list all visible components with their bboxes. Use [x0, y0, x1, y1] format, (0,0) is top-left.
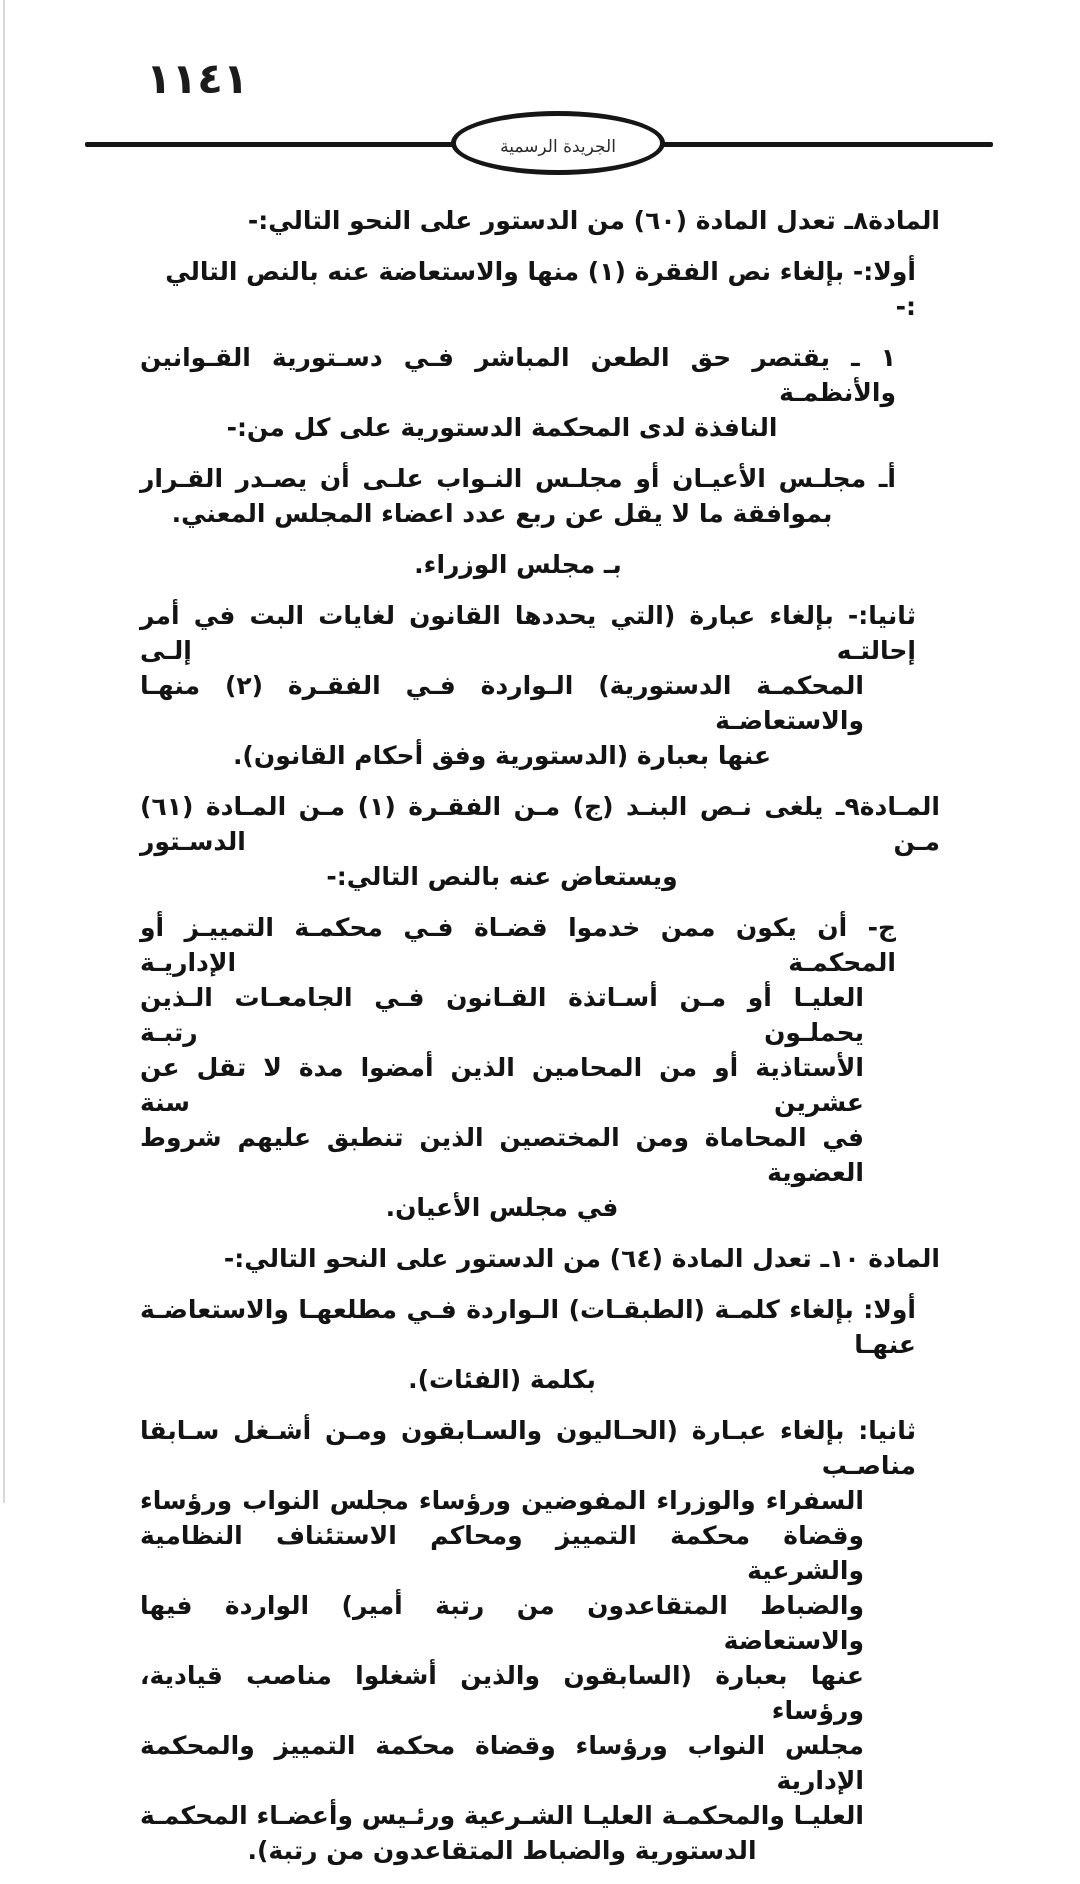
paragraph-item-jeem [140, 910, 896, 1225]
text-line: ١ ـ يقتصر حق الطعن المباشر فـي دسـتورية القـوانين والأنظمـة [140, 343, 896, 407]
text-line: وقضاة محكمة التمييز ومحاكم الاستئناف النظامية والشرعية [140, 1521, 864, 1585]
text-line: والضباط المتقاعدون من رتبة أمير) الواردة فيها والاستعاضة [140, 1591, 864, 1655]
text-line: الأستاذية أو من المحامين الذين أمضوا مدة لا تقل عن عشرين سنة [140, 1053, 864, 1117]
paragraph-item-ba [140, 547, 896, 582]
paragraph-article-8-first [140, 254, 916, 324]
paragraph-clause-1 [140, 340, 896, 445]
text-line: بـ مجلس الوزراء. [414, 550, 622, 579]
paragraph-article-8-second [140, 598, 916, 773]
paragraph-article-10 [140, 1241, 940, 1276]
paragraph-article-8 [140, 203, 940, 238]
paragraph-article-10-second [140, 1413, 916, 1868]
paragraph-item-alef [140, 461, 896, 531]
text-line: عنها بعبارة (السابقون والذين أشغلوا مناصب قيادية، ورؤساء [140, 1661, 864, 1725]
paragraph-article-10-first [140, 1292, 916, 1397]
text-line: المحكمـة الدستورية) الـواردة فـي الفقـرة (٢) منهـا والاستعاضـة [140, 671, 864, 735]
text-line: ج- أن يكون ممن خدموا قضـاة فـي محكمـة التمييـز أو المحكمـة الإداريـة [140, 913, 896, 977]
text-line: بموافقة ما لا يقل عن ربع عدد اعضاء المجلس المعني. [171, 499, 833, 528]
text-line: العليـا أو مـن أسـاتذة القـانون فـي الجامعـات الـذين يحملـون رتبـة [140, 983, 864, 1047]
page-number: ١١٤١ [146, 54, 249, 103]
text-line: أولا:- بإلغاء نص الفقرة (١) منها والاستعاضة عنه بالنص التالي :- [165, 257, 916, 321]
page-scan-edge [3, 0, 5, 1503]
text-line: المادة٨ـ تعدل المادة (٦٠) من الدستور على النحو التالي:- [247, 206, 940, 235]
paragraph-article-9 [140, 789, 940, 894]
masthead-oval [451, 111, 665, 175]
text-line: المادة ١٠ـ تعدل المادة (٦٤) من الدستور على النحو التالي:- [223, 1244, 940, 1273]
text-line: الدستورية والضباط المتقاعدون من رتبة). [247, 1836, 757, 1865]
text-line: ثانيا: بإلغاء عبـارة (الحـاليون والسـابقون ومـن أشـغل سـابقا مناصـب [140, 1416, 916, 1480]
document-body [140, 203, 940, 1884]
text-line: في المحاماة ومن المختصين الذين تنطبق عليهم شروط العضوية [140, 1123, 864, 1187]
text-line: في مجلس الأعيان. [385, 1193, 619, 1222]
text-line: ويستعاض عنه بالنص التالي:- [326, 862, 678, 891]
text-line: أولا: بإلغاء كلمـة (الطبقـات) الـواردة فـي مطلعهـا والاستعاضـة عنهـا [140, 1295, 916, 1359]
text-line: المـادة٩ـ يلغى نـص البنـد (ج) مـن الفقـرة (١) مـن المـادة (٦١) مـن الدسـتور [140, 792, 940, 856]
text-line: ثانيا:- بإلغاء عبارة (التي يحددها القانون لغايات البت في أمر إحالتـه إلـى [140, 601, 916, 665]
text-line: السفراء والوزراء المفوضين ورؤساء مجلس النواب ورؤساء [140, 1486, 864, 1515]
text-line: عنها بعبارة (الدستورية وفق أحكام القانون). [232, 741, 772, 770]
text-line: النافذة لدى المحكمة الدستورية على كل من:- [226, 413, 778, 442]
text-line: أـ مجلـس الأعيـان أو مجلـس النـواب علـى أن يصـدر القـرار [140, 464, 896, 493]
masthead-title: الجريدة الرسمية [500, 136, 616, 157]
text-line: مجلس النواب ورؤساء وقضاة محكمة التمييز والمحكمة الإدارية [140, 1731, 864, 1795]
text-line: العليـا والمحكمـة العليـا الشـرعية ورئـيس وأعضـاء المحكمـة [140, 1801, 864, 1830]
text-line: بكلمة (الفئات). [408, 1365, 596, 1394]
